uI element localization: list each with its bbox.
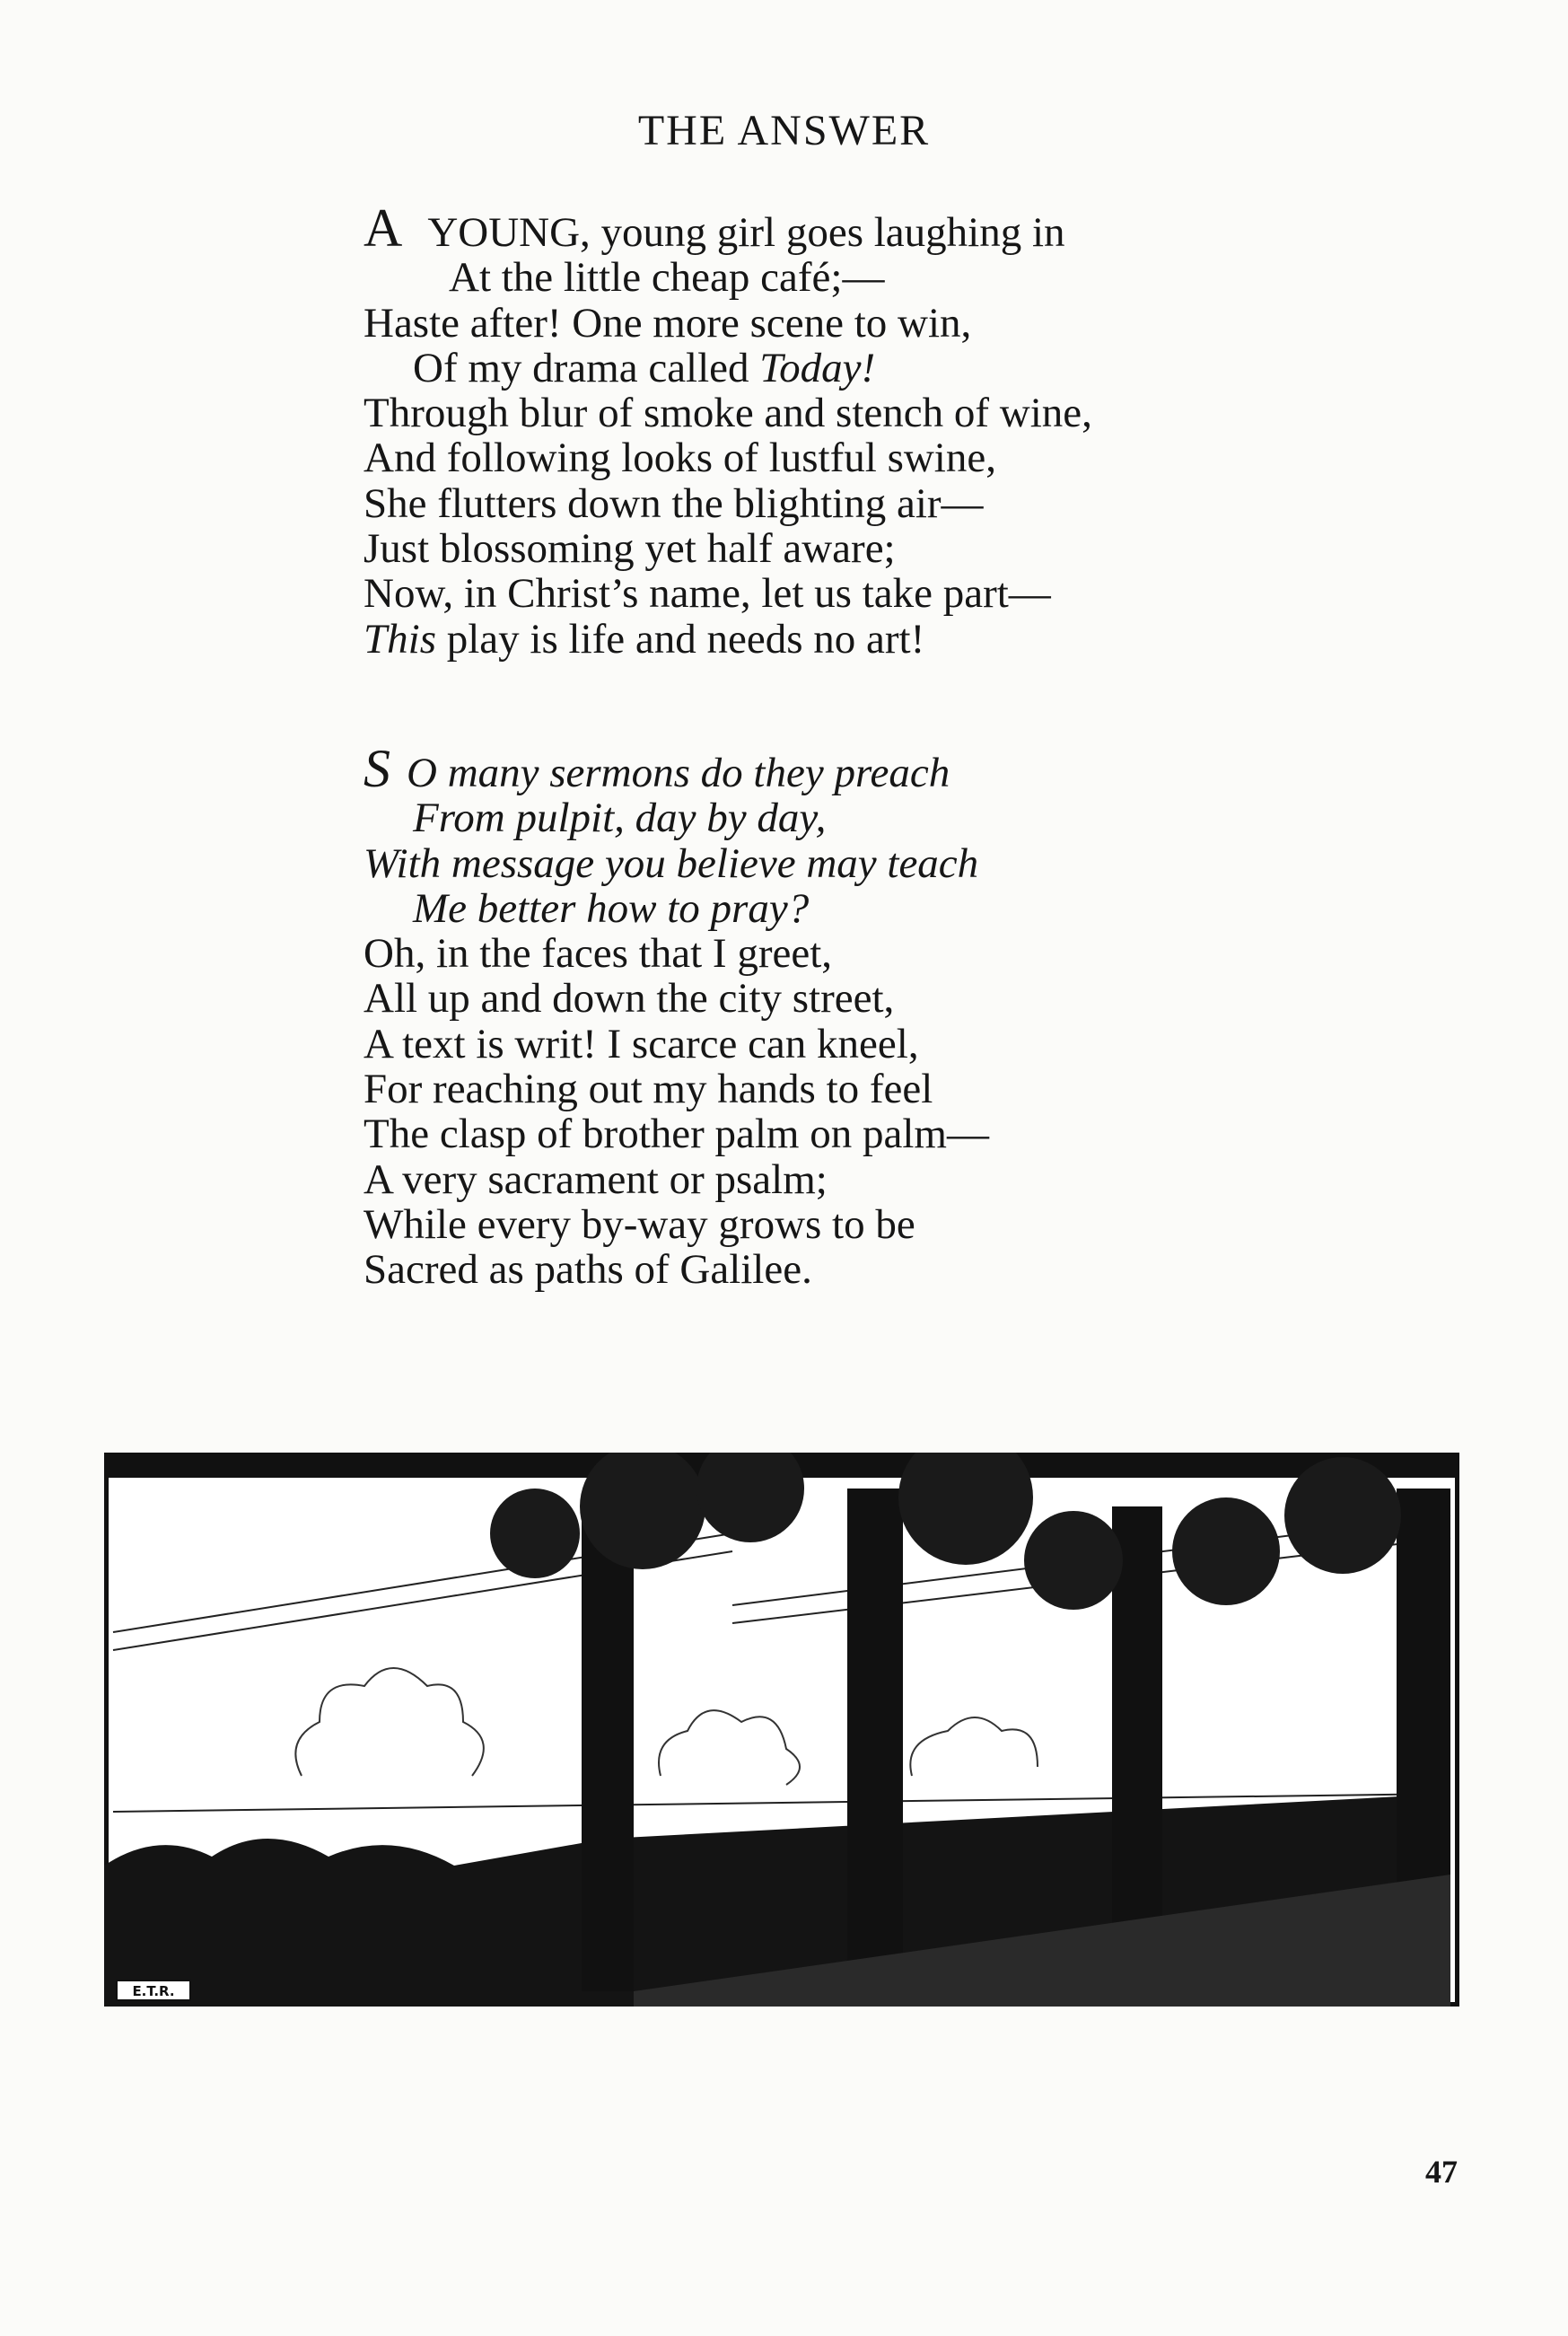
poem-line: With message you believe may teach — [364, 839, 979, 887]
poem-line: The clasp of brother palm on palm— — [364, 1111, 989, 1158]
poem-line: For reaching out my hands to feel — [364, 1066, 933, 1113]
artist-monogram: E.T.R. — [132, 1983, 175, 1999]
poem-title: THE ANSWER — [637, 107, 931, 154]
drop-cap: S — [364, 739, 390, 798]
poem-line: Of my drama called Today! — [413, 344, 876, 391]
poem-line: Sacred as paths of Galilee. — [364, 1246, 812, 1294]
page-number: 47 — [1425, 2154, 1458, 2190]
poem-line: A YOUNG, young girl goes laughing in — [364, 198, 1065, 258]
poem-line: And following looks of lustful swine, — [364, 435, 996, 482]
poem-line: From pulpit, day by day, — [413, 795, 827, 842]
poem-line: S O many sermons do they preach — [364, 739, 950, 798]
poem-line: Haste after! One more scene to win, — [364, 299, 972, 347]
emphasis: Today! — [759, 344, 876, 391]
poem-line: At the little cheap café;— — [449, 254, 885, 302]
poem-line: Through blur of smoke and stench of wine, — [364, 390, 1092, 437]
garden-pergola-illustration — [104, 1453, 1459, 2007]
poem-line: Now, in Christ’s name, let us take part— — [364, 570, 1051, 618]
poem-line: A text is writ! I scarce can kneel, — [364, 1020, 919, 1067]
poem-line: All up and down the city street, — [364, 975, 895, 1023]
poem-line: She flutters down the blighting air— — [364, 479, 984, 527]
poem-line: Me better how to pray? — [413, 884, 810, 932]
poem-line: This play is life and needs no art! — [364, 615, 925, 663]
stanza-2 — [364, 739, 989, 1294]
poem-line: While every by-way grows to be — [364, 1200, 915, 1248]
poem-line: Oh, in the faces that I greet, — [364, 930, 833, 978]
drop-cap: A — [364, 198, 403, 258]
stanza-1 — [364, 198, 1092, 663]
emphasis: This — [364, 615, 436, 663]
poem-line: Just blossoming yet half aware; — [364, 525, 896, 573]
poem-line: A very sacrament or psalm; — [364, 1155, 828, 1203]
